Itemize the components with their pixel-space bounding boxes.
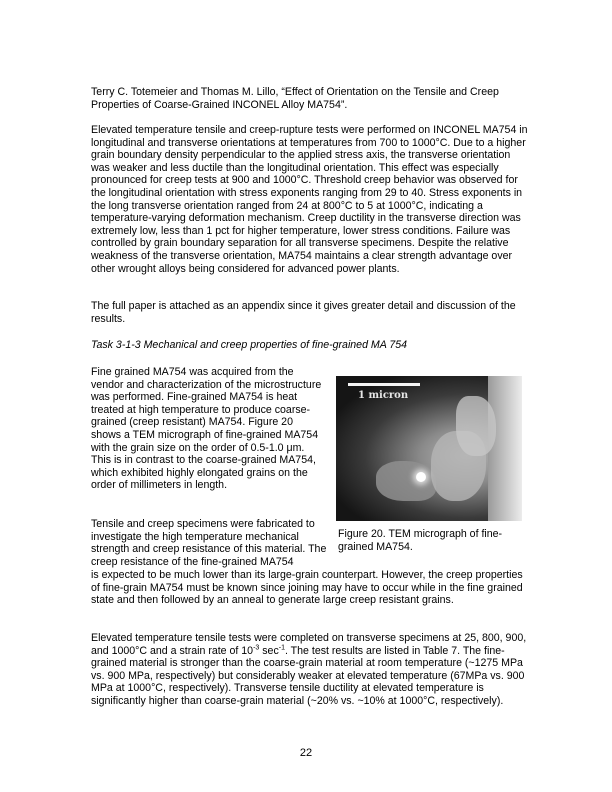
specimens-paragraph-part2: is expected to be much lower than its large-grain counterpart. However, the creep properties of fine-grain MA754 must be known since joining may have to occur while in the fine grained state and then followed by an anneal to generate large creep resistant grains. (91, 569, 523, 607)
task-heading: Task 3-1-3 Mechanical and creep properties of fine-grained MA 754 (91, 339, 408, 351)
micrograph-grain (376, 461, 436, 501)
fine-grained-paragraph: Fine grained MA754 was acquired from the vendor and characterization of the microstructure was performed. Fine-grained MA754 is heat treated at high temperature to produce coarse-grained (creep resistant) MA754. Figure 20 shows a TEM micrograph of fine-grained MA754 with the grain size on the order of 0.5-1.0 μm. This is in contrast to the coarse-grained MA754, which exhibited highly elongated grains on the order of millimeters in length. (91, 366, 322, 492)
figure-caption: Figure 20. TEM micrograph of fine-grained MA754. (338, 528, 503, 553)
tem-micrograph (336, 376, 522, 521)
scale-label: 1 micron (358, 390, 409, 401)
tensile-text-c: . The test results are listed in Table 7. The fine-grained material is stronger than the coarse-grain material at room temperature (~1275 MPa vs. 900 MPa, respectively) but considerably weaker at elevated temperature (67MPa vs. 900 MPa at 1000°C, respectively). Transverse tensile ductility at elevated temperature is significantly higher than coarse-grain material (~20% vs. ~10% at 1000°C, respectively). (91, 644, 525, 707)
page-number: 22 (299, 747, 313, 759)
citation: Terry C. Totemeier and Thomas M. Lillo, “Effect of Orientation on the Tensile and Creep Properties of Coarse-Grained INCONEL Alloy MA754”. (91, 86, 499, 111)
specimens-paragraph-part1: Tensile and creep specimens were fabricated to investigate the high temperature mechanical strength and creep resistance of this material. The creep resistance of the fine-grained MA754 (91, 518, 327, 568)
appendix-note: The full paper is attached as an appendix since it gives greater detail and discussion of the results. (91, 300, 516, 325)
tensile-text-b: sec (259, 644, 279, 657)
scale-bar (348, 383, 420, 386)
micrograph-bright-spot (416, 472, 426, 482)
micrograph-grain (456, 396, 496, 456)
micrograph-bright-region (488, 376, 522, 521)
abstract-paragraph: Elevated temperature tensile and creep-rupture tests were performed on INCONEL MA754 in longitudinal and transverse orientations at temperatures from 700 to 1000°C. Due to a higher grain boundary density perpendicular to the applied stress axis, the transverse orientation was weaker and less ductile than the longitudinal orientation. This effect was especially pronounced for creep tests at 900 and 1000°C. Threshold creep behavior was observed for the longitudinal orientation with stress exponents ranging from 29 to 40. Stress exponents in the long transverse orientation ranged from 24 at 800°C to 5 at 1000°C, indicating a temperature-varying deformation mechanism. Creep ductility in the transverse direction was extremely low, less than 1 pct for higher temperature, lower stress conditions. Failure was controlled by grain boundary separation for all transverse specimens. Despite the relative weakness of the transverse orientation, MA754 maintains a clear strength advantage over other wrought alloys being considered for advanced power plants. (91, 124, 528, 275)
exponent: -3 (253, 644, 260, 652)
exponent: -1 (278, 644, 285, 652)
tensile-paragraph (91, 632, 531, 708)
tensile-text-a: Elevated temperature tensile tests were completed on transverse specimens at 25, 800, 900, and 1000°C and a strain rate of 10 (91, 632, 527, 657)
